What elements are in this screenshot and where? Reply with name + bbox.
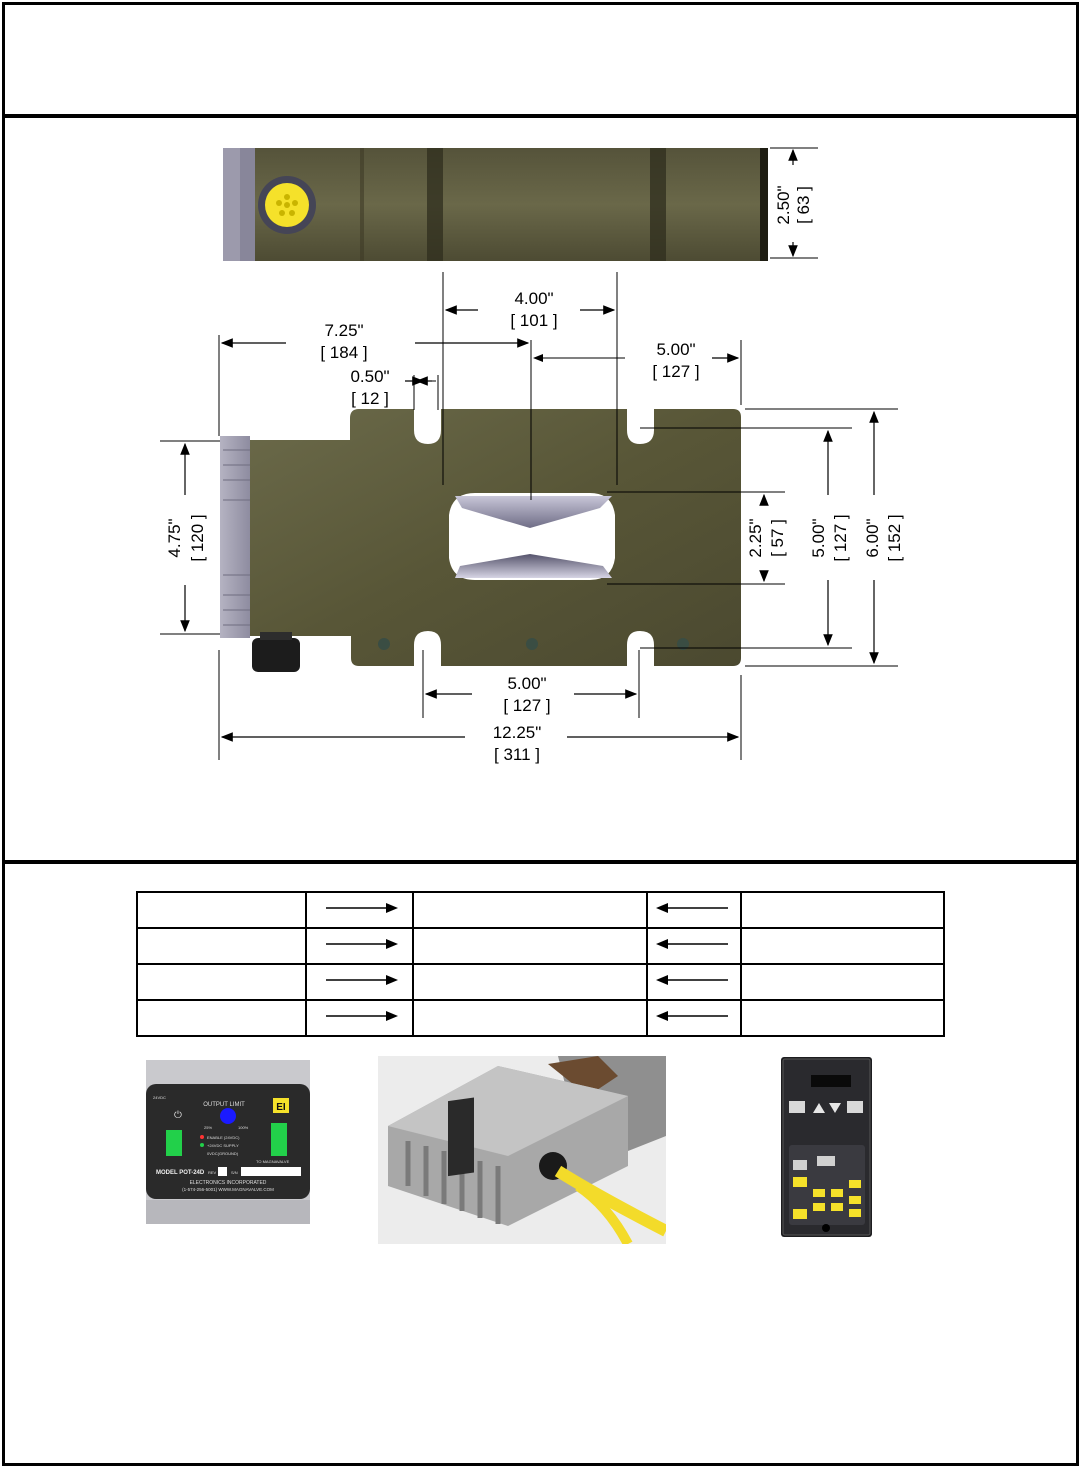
table-cell-output xyxy=(741,964,944,1000)
pot-to: TO MAGNAVALVE xyxy=(256,1159,290,1164)
ei-logo-text: EI xyxy=(276,1102,286,1113)
terminal-left xyxy=(166,1130,182,1156)
pot-model: MODEL POT-24D xyxy=(156,1170,205,1176)
table-cell-input xyxy=(137,964,306,1000)
dim-slot-width-mm: [ 12 ] xyxy=(351,389,389,408)
control-panel-photo xyxy=(781,1057,872,1237)
table-cell-signal xyxy=(413,892,646,928)
io-table xyxy=(136,891,945,1037)
dim-center-to-end-mm: [ 127 ] xyxy=(652,362,700,381)
dim-center-to-end-in: 5.00" xyxy=(656,340,696,359)
dim-slot-spacing-bottom-in: 5.00" xyxy=(507,674,547,693)
dim-slot-vertical-mm: [ 127 ] xyxy=(831,514,850,562)
left-arrow-icon xyxy=(647,1000,741,1036)
dim-overall-length-in: 12.25" xyxy=(492,723,542,742)
dim-slot-spacing-bottom-mm: [ 127 ] xyxy=(503,696,551,715)
left-arrow-icon xyxy=(647,892,741,928)
pot-contact: (1-574-256-5001) WWW.MAGNAVALVE.COM xyxy=(182,1187,274,1192)
side-view xyxy=(223,148,768,261)
table-cell-input xyxy=(137,1000,306,1036)
table-cell-output xyxy=(741,928,944,964)
dim-window-height-mm: [ 57 ] xyxy=(768,519,787,557)
dim-slot-width xyxy=(350,367,438,410)
panel-button xyxy=(847,1101,863,1113)
table-row xyxy=(137,928,944,964)
dim-slot-width-in: 0.50" xyxy=(350,367,390,386)
table-cell-signal xyxy=(413,928,646,964)
dim-heatsink-height-mm: [ 120 ] xyxy=(188,514,207,562)
dim-overall-width-in: 6.00" xyxy=(863,518,882,558)
top-view xyxy=(220,409,741,672)
right-arrow-icon xyxy=(306,964,413,1000)
table-cell-signal xyxy=(413,964,646,1000)
terminal-right xyxy=(271,1123,287,1156)
valve-label-plate xyxy=(448,1098,474,1177)
valve-photo xyxy=(378,1056,666,1244)
dim-side-height-mm: [ 63 ] xyxy=(794,186,813,224)
cable-connector-icon xyxy=(252,638,300,672)
table-cell-signal xyxy=(413,1000,646,1036)
table-row xyxy=(137,892,944,928)
right-arrow-icon xyxy=(306,1000,413,1036)
pot-output-limit: OUTPUT LIMIT xyxy=(203,1102,245,1108)
dim-side-height-in: 2.50" xyxy=(774,185,793,225)
dim-overall-length-mm: [ 311 ] xyxy=(494,745,540,764)
dim-heatsink-height xyxy=(160,441,220,634)
table-cell-output xyxy=(741,1000,944,1036)
dim-overall-width-mm: [ 152 ] xyxy=(885,514,904,562)
dim-side-height xyxy=(770,148,818,258)
panel-button xyxy=(789,1101,805,1113)
display-screen xyxy=(811,1075,851,1087)
power-icon: ⏻ xyxy=(174,1110,182,1121)
table-cell-output xyxy=(741,892,944,928)
pot-company: ELECTRONICS INCORPORATED xyxy=(189,1180,267,1186)
dim-center-to-end xyxy=(534,340,741,405)
right-arrow-icon xyxy=(306,892,413,928)
left-arrow-icon xyxy=(647,964,741,1000)
table-cell-input xyxy=(137,928,306,964)
pot-ground: 0VDC(GROUND) xyxy=(207,1151,239,1156)
connector-icon xyxy=(258,176,316,234)
pot-rev: REV xyxy=(208,1170,217,1175)
dim-mount-to-center-in: 7.25" xyxy=(324,321,364,340)
left-arrow-icon xyxy=(647,928,741,964)
pot-enable: ENABLE (24VDC) xyxy=(207,1135,240,1140)
dim-slot-spacing-top-mm: [ 101 ] xyxy=(510,311,558,330)
pot-module-photo xyxy=(146,1060,310,1224)
table-row xyxy=(137,1000,944,1036)
pot-knob xyxy=(220,1108,236,1124)
right-arrow-icon xyxy=(306,928,413,964)
pot-sn: S/N xyxy=(231,1170,238,1175)
dim-slot-spacing-top-in: 4.00" xyxy=(514,289,554,308)
pot-vdc: 24VDC xyxy=(153,1095,166,1100)
pot-supply: +24VDC SUPPLY xyxy=(207,1143,239,1148)
dim-heatsink-height-in: 4.75" xyxy=(165,518,184,558)
table-cell-input xyxy=(137,892,306,928)
table-row xyxy=(137,964,944,1000)
section-divider-bottom xyxy=(2,860,1079,864)
dim-mount-to-center-mm: [ 184 ] xyxy=(320,343,368,362)
pot-pct-low: 25% xyxy=(204,1125,213,1130)
pot-pct-high: 100% xyxy=(238,1125,249,1130)
dim-window-height-in: 2.25" xyxy=(746,518,765,558)
dim-slot-vertical-in: 5.00" xyxy=(809,518,828,558)
